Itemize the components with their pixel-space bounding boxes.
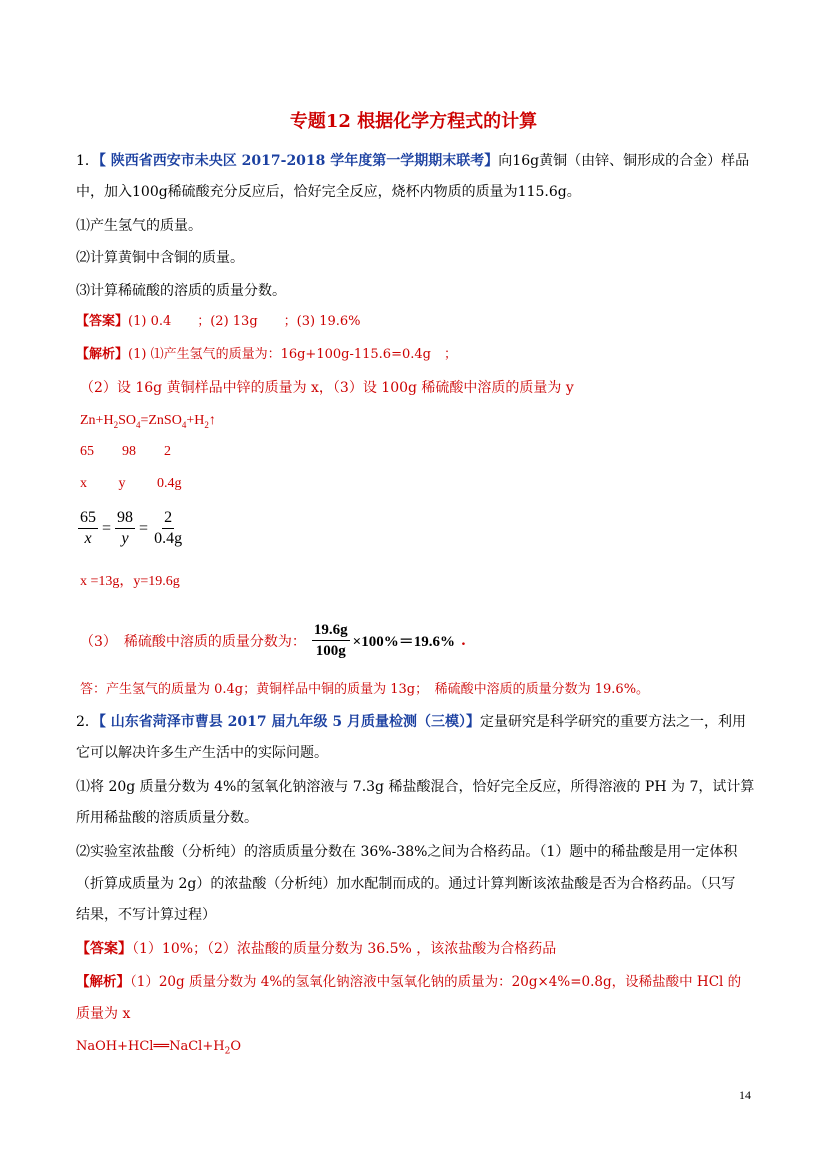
- denominator: 0.4g: [154, 530, 183, 547]
- denominator: 100g: [315, 643, 346, 659]
- q2-stem-text: 定量研究是科学研究的重要方法之一，利用: [480, 714, 746, 730]
- eq-sub: 4: [181, 419, 187, 430]
- q2-sub1-line1: ⑴将 20g 质量分数为 4%的氢氧化钠溶液与 7.3g 稀盐酸混合，恰好完全反应，所得溶液的 PH 为 7，试计算: [76, 779, 755, 795]
- q1-part3: [80, 620, 466, 661]
- fraction: [78, 508, 98, 549]
- numerator: 19.6g: [312, 620, 350, 641]
- q1-answer-text: (1) 0.4 ；(2) 13g ；(3) 19.6%: [128, 314, 361, 329]
- q1-part3-label: （3） 稀硫酸中溶质的质量分数为：: [80, 633, 306, 650]
- q2-equation: [76, 1037, 241, 1062]
- q2-analysis-text: （1）20g 质量分数为 4%的氢氧化钠溶液中氢氧化钠的质量为：20g×4%=0.8g，设稀盐酸中 HCl 的: [130, 974, 742, 990]
- equals-sign: =: [139, 519, 149, 537]
- q2-analysis-line2: 质量为 x: [76, 1006, 131, 1022]
- q1-conclusion: 答：产生氢气的质量为 0.4g；黄铜样品中铜的质量为 13g； 稀硫酸中溶质的质量分数为 19.6%。: [80, 682, 650, 697]
- numerator: 65: [78, 508, 98, 529]
- eq-part: O: [230, 1039, 241, 1054]
- q2-analysis-line1: [76, 972, 741, 992]
- eq-part: +H: [186, 413, 205, 428]
- eq-sub: 2: [204, 419, 209, 430]
- eq-part: ↑: [208, 413, 216, 428]
- eq-sub: 2: [113, 419, 119, 430]
- period: .: [460, 632, 466, 649]
- eq-part: =ZnSO: [140, 413, 182, 428]
- eq-sub: 2: [224, 1046, 231, 1057]
- q1-equation: [80, 411, 216, 435]
- denominator: x: [84, 530, 92, 547]
- q1-analysis-line1: [76, 345, 457, 365]
- q2-stem-line1: [76, 712, 746, 732]
- eq-part: SO: [118, 413, 136, 428]
- q1-stem-line2: 中，加入100g稀硫酸充分反应后，恰好完全反应，烧杯内物质的质量为115.6g。: [76, 184, 581, 200]
- q2-sub2-line2: （折算成质量为 2g）的浓盐酸（分析纯）加水配制而成的。通过计算判断该浓盐酸是否为合格药品。（只写: [76, 876, 736, 892]
- fraction: [312, 620, 350, 661]
- q1-sub3: ⑶计算稀硫酸的溶质的质量分数。: [76, 283, 286, 299]
- formula-tail: ×100%＝19.6%: [352, 634, 455, 650]
- eq-sub: 4: [135, 419, 141, 430]
- q1-analysis-tag: 【解析】: [76, 347, 129, 362]
- eq-part: Zn+H: [80, 413, 114, 428]
- q2-analysis-tag: 【解析】: [76, 974, 130, 990]
- q1-answer: [76, 312, 361, 332]
- q2-sub2-line3: 结果，不写计算过程）: [76, 907, 216, 923]
- page-title: 专题12 根据化学方程式的计算: [289, 111, 538, 132]
- denominator: y: [121, 530, 129, 547]
- q2-answer-text: （1）10%；（2）浓盐酸的质量分数为 36.5% ，该浓盐酸为合格药品: [132, 941, 557, 957]
- q1-var-row: x y 0.4g: [80, 476, 182, 491]
- q1-mass-row: 65 98 2: [80, 444, 171, 459]
- q2-answer-tag: 【答案】: [76, 941, 132, 957]
- q2-sub2-line1: ⑵实验室浓盐酸（分析纯）的溶质质量分数在 36%-38%之间为合格药品。（1）题中的稀盐酸是用一定体积: [76, 844, 738, 860]
- q1-analysis-text: (1) ⑴产生氢气的质量为：16g+100g-115.6=0.4g ；: [128, 347, 457, 362]
- q1-analysis-line2: （2）设 16g 黄铜样品中锌的质量为 x，（3）设 100g 稀硫酸中溶质的质量为 y: [80, 380, 574, 396]
- q1-sub1: ⑴产生氢气的质量。: [76, 218, 202, 234]
- q2-sub1-line2: 所用稀盐酸的溶质质量分数。: [76, 810, 258, 826]
- eq-part: NaOH+HCl══NaCl+H: [76, 1039, 225, 1054]
- equals-sign: =: [102, 519, 112, 537]
- numerator: 98: [115, 508, 135, 529]
- numerator: 2: [162, 508, 174, 529]
- page-number: 14: [739, 1088, 751, 1102]
- q1-stem-text: 向16g黄铜（由锌、铜形成的合金）样品: [498, 153, 750, 169]
- q1-number: 1．: [76, 153, 99, 169]
- q1-result: x =13g，y=19.6g: [80, 574, 180, 589]
- q1-proportion: [78, 508, 184, 549]
- q1-stem-line1: [76, 151, 749, 171]
- q1-sub2: ⑵计算黄铜中含铜的质量。: [76, 250, 244, 266]
- fraction: [152, 508, 184, 549]
- q1-answer-tag: 【答案】: [76, 314, 129, 329]
- q1-source: 【 陕西省西安市未央区 2017-2018 学年度第一学期期末联考】: [98, 153, 499, 169]
- q2-source: 【 山东省菏泽市曹县 2017 届九年级 5 月质量检测（三模）】: [98, 714, 480, 730]
- q1-part3-formula: [312, 620, 455, 661]
- q2-answer: [76, 939, 556, 959]
- q2-stem-line2: 它可以解决许多生产生活中的实际问题。: [76, 745, 328, 761]
- fraction: [115, 508, 135, 549]
- q2-number: 2．: [76, 714, 99, 730]
